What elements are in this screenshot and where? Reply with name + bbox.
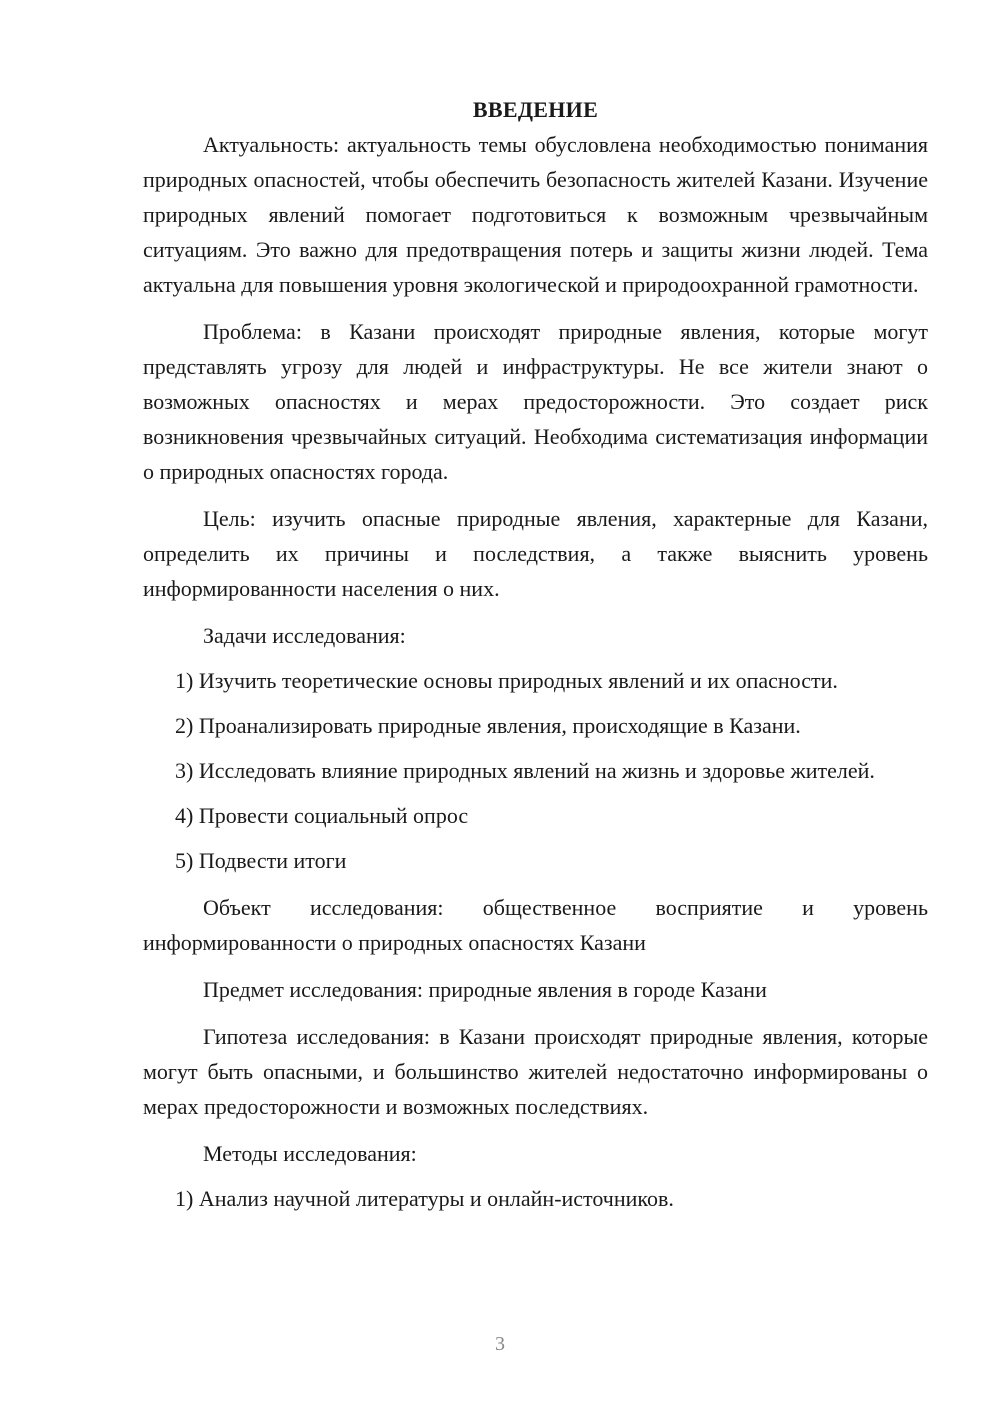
list-item: 3) Исследовать влияние природных явлений на жизнь и здоровье жителей.	[175, 758, 875, 783]
list-item: 1) Анализ научной литературы и онлайн-источников.	[175, 1186, 674, 1211]
paragraph-hypothesis: Гипотеза исследования: в Казани происходят природные явления, которые могут быть опасными, и большинство жителей недостаточно информированы о мерах предосторожности и возможных последствиях.	[143, 1024, 928, 1119]
list-item: 5) Подвести итоги	[175, 848, 347, 873]
paragraph-goal: Цель: изучить опасные природные явления, характерные для Казани, определить их причины и последствия, а также выяснить уровень информированности населения о них.	[143, 506, 928, 601]
document-page	[143, 92, 928, 1216]
list-item: 1) Изучить теоретические основы природных явлений и их опасности.	[175, 668, 838, 693]
paragraph-relevance: Актуальность: актуальность темы обусловлена необходимостью понимания природных опасностей, чтобы обеспечить безопасность жителей Казани. Изучение природных явлений помогает подготовиться к возможным чрезвычайным ситуациям. Это важно для предотвращения потерь и защиты жизни людей. Тема актуальна для повышения уровня экологической и природоохранной грамотности.	[143, 132, 928, 297]
methods-title: Методы исследования:	[203, 1141, 417, 1166]
list-item: 4) Провести социальный опрос	[175, 803, 469, 828]
list-item: 2) Проанализировать природные явления, происходящие в Казани.	[175, 713, 801, 738]
page-title: ВВЕДЕНИЕ	[472, 97, 599, 122]
paragraph-subject: Предмет исследования: природные явления в городе Казани	[203, 977, 767, 1002]
page-number: 3	[495, 1333, 505, 1355]
paragraph-object: Объект исследования: общественное восприятие и уровень информированности о природных опасностях Казани	[143, 895, 928, 955]
tasks-title: Задачи исследования:	[203, 623, 406, 648]
paragraph-problem: Проблема: в Казани происходят природные явления, которые могут представлять угрозу для людей и инфраструктуры. Не все жители знают о возможных опасностях и мерах предосторожности. Это создает риск возникновения чрезвычайных ситуаций. Необходима систематизация информации о природных опасностях города.	[143, 319, 928, 484]
